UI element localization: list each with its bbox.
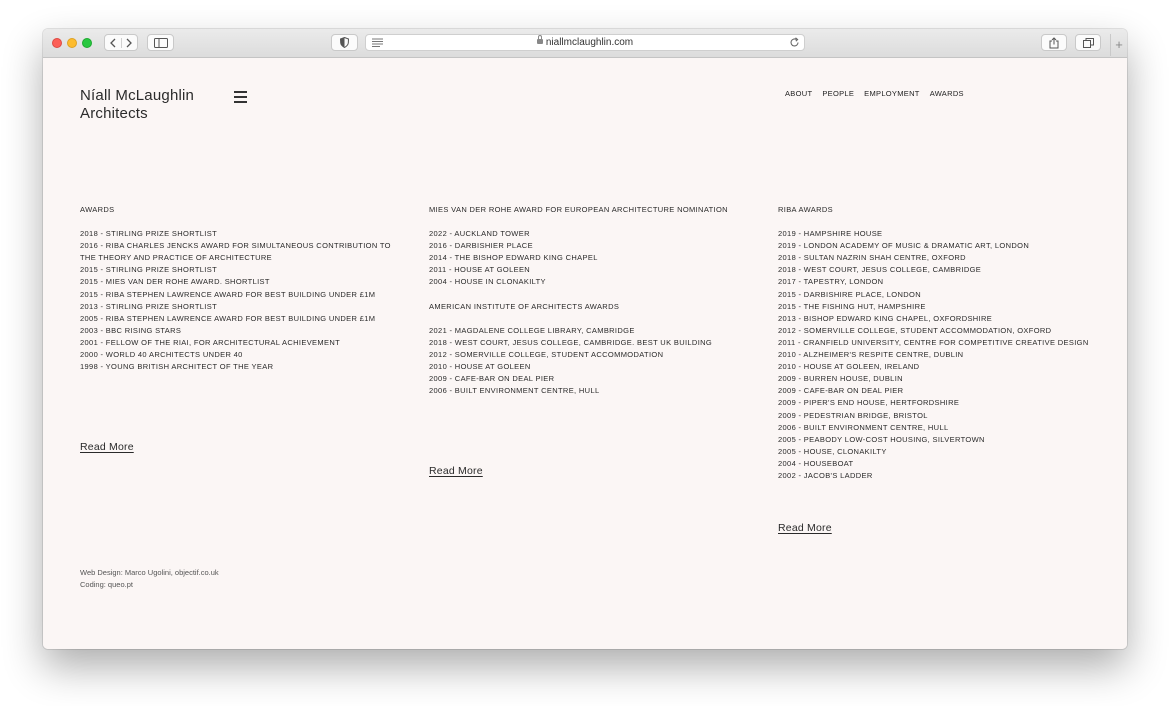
award-item: 2005 - RIBA STEPHEN LAWRENCE AWARD FOR BEST BUILDING UNDER £1M <box>80 313 376 323</box>
nav-about[interactable]: ABOUT <box>785 89 813 98</box>
section-heading: MIES VAN DER ROHE AWARD FOR EUROPEAN ARCHITECTURE NOMINATION <box>429 205 728 214</box>
award-item: 2002 - JACOB'S LADDER <box>778 470 873 480</box>
award-item: 2011 - CRANFIELD UNIVERSITY, CENTRE FOR COMPETITIVE CREATIVE DESIGN <box>778 337 1089 347</box>
menu-icon[interactable] <box>234 91 247 102</box>
award-item: 2000 - WORLD 40 ARCHITECTS UNDER 40 <box>80 350 243 360</box>
award-item: 2015 - RIBA STEPHEN LAWRENCE AWARD FOR BEST BUILDING UNDER £1M <box>80 289 376 299</box>
tabs-overview-button[interactable] <box>1075 34 1101 51</box>
privacy-shield-button[interactable] <box>331 34 358 51</box>
award-item: 2009 - PEDESTRIAN BRIDGE, BRISTOL <box>778 410 928 420</box>
award-item: 2010 - ALZHEIMER'S RESPITE CENTRE, DUBLIN <box>778 350 964 360</box>
section-heading: AWARDS <box>80 205 115 214</box>
award-item: 2019 - LONDON ACADEMY OF MUSIC & DRAMATIC ART, LONDON <box>778 241 1030 251</box>
share-icon <box>1049 37 1059 49</box>
mies-aia-column <box>429 204 728 397</box>
award-item: 2014 - THE BISHOP EDWARD KING CHAPEL <box>429 253 598 263</box>
award-item: 2009 - BURREN HOUSE, DUBLIN <box>778 374 903 384</box>
read-more-link-riba[interactable]: Read More <box>778 522 832 534</box>
minimize-window-button[interactable] <box>67 38 77 48</box>
read-more-link-mies-aia[interactable]: Read More <box>429 465 483 477</box>
award-item: 2005 - HOUSE, CLONAKILTY <box>778 446 887 456</box>
back-forward-group <box>104 34 138 51</box>
lock-icon <box>537 39 543 44</box>
url-label: niallmclaughlin.com <box>545 37 634 48</box>
award-item: 2018 - WEST COURT, JESUS COLLEGE, CAMBRIDGE <box>778 265 982 275</box>
award-item: 2015 - MIES VAN DER ROHE AWARD. SHORTLIST <box>80 277 270 287</box>
award-item: 2015 - STIRLING PRIZE SHORTLIST <box>80 265 217 275</box>
award-item: 2017 - TAPESTRY, LONDON <box>778 277 884 287</box>
riba-column <box>778 204 1089 482</box>
new-tab-button[interactable] <box>1110 34 1127 56</box>
award-item: 2001 - FELLOW OF THE RIAI, FOR ARCHITECTURAL ACHIEVEMENT <box>80 337 341 347</box>
award-item: 2018 - STIRLING PRIZE SHORTLIST <box>80 229 217 239</box>
chevron-left-icon <box>110 38 116 48</box>
award-item: 2010 - HOUSE AT GOLEEN, IRELAND <box>778 362 920 372</box>
award-item: 2013 - BISHOP EDWARD KING CHAPEL, OXFORDSHIRE <box>778 313 993 323</box>
award-item: 2003 - BBC RISING STARS <box>80 325 182 335</box>
award-item: 2016 - RIBA CHARLES JENCKS AWARD FOR SIMULTANEOUS CONTRIBUTION TO <box>80 241 391 251</box>
award-item: 2011 - HOUSE AT GOLEEN <box>429 265 531 275</box>
footer-web-design: Web Design: Marco Ugolini, objectif.co.uk <box>80 568 219 577</box>
award-item: 2019 - HAMPSHIRE HOUSE <box>778 229 883 239</box>
award-item: 2015 - DARBISHIRE PLACE, LONDON <box>778 289 921 299</box>
award-item: 2010 - HOUSE AT GOLEEN <box>429 361 531 371</box>
footer-coding: Coding: queo.pt <box>80 580 133 589</box>
close-window-button[interactable] <box>52 38 62 48</box>
award-item: 2021 - MAGDALENE COLLEGE LIBRARY, CAMBRIDGE <box>429 325 635 335</box>
award-item: 2004 - HOUSE IN CLONAKILTY <box>429 277 546 287</box>
sidebar-icon <box>154 38 168 48</box>
section-heading: AMERICAN INSTITUTE OF ARCHITECTS AWARDS <box>429 301 620 311</box>
browser-window <box>43 29 1127 649</box>
address-bar[interactable] <box>365 34 805 51</box>
nav-people[interactable]: PEOPLE <box>822 89 855 98</box>
logo-line-1: Níall McLaughlin <box>80 87 195 104</box>
share-button[interactable] <box>1041 34 1067 51</box>
award-item: 2009 - CAFE-BAR ON DEAL PIER <box>778 386 904 396</box>
back-button[interactable] <box>105 38 122 48</box>
reload-icon[interactable] <box>789 37 800 48</box>
chevron-right-icon <box>126 38 132 48</box>
award-item: 2013 - STIRLING PRIZE SHORTLIST <box>80 301 217 311</box>
award-item: 1998 - YOUNG BRITISH ARCHITECT OF THE YEAR <box>80 362 274 372</box>
logo-line-2: Architects <box>80 105 148 122</box>
top-nav <box>785 89 964 98</box>
award-item: 2012 - SOMERVILLE COLLEGE, STUDENT ACCOMMODATION <box>429 349 664 359</box>
plus-icon: + <box>1115 37 1123 52</box>
award-item: 2015 - THE FISHING HUT, HAMPSHIRE <box>778 301 926 311</box>
zoom-window-button[interactable] <box>82 38 92 48</box>
awards-column <box>80 204 391 373</box>
shield-icon <box>340 37 349 48</box>
award-item: 2005 - PEABODY LOW-COST HOUSING, SILVERTOWN <box>778 434 985 444</box>
award-item: 2016 - DARBISHIER PLACE <box>429 241 533 251</box>
footer-credits <box>80 567 219 591</box>
forward-button[interactable] <box>122 38 138 48</box>
browser-toolbar <box>43 29 1127 58</box>
nav-awards[interactable]: AWARDS <box>929 89 964 98</box>
read-more-link-awards[interactable]: Read More <box>80 441 134 453</box>
award-item: 2006 - BUILT ENVIRONMENT CENTRE, HULL <box>429 386 600 396</box>
web-page <box>43 58 1127 649</box>
award-item: 2022 - AUCKLAND TOWER <box>429 229 530 239</box>
award-item: 2004 - HOUSEBOAT <box>778 458 854 468</box>
section-heading: RIBA AWARDS <box>778 205 833 214</box>
tabs-icon <box>1083 38 1094 48</box>
award-item: 2018 - WEST COURT, JESUS COLLEGE, CAMBRIDGE. BEST UK BUILDING <box>429 337 713 347</box>
award-item: 2009 - PIPER'S END HOUSE, HERTFORDSHIRE <box>778 398 960 408</box>
url-text <box>366 35 804 50</box>
award-item: 2009 - CAFE-BAR ON DEAL PIER <box>429 374 555 384</box>
site-logo[interactable] <box>80 87 194 123</box>
sidebar-toggle-button[interactable] <box>147 34 174 51</box>
award-item: 2012 - SOMERVILLE COLLEGE, STUDENT ACCOMMODATION, OXFORD <box>778 325 1052 335</box>
award-item: 2006 - BUILT ENVIRONMENT CENTRE, HULL <box>778 422 949 432</box>
section-gap <box>429 289 728 301</box>
award-item: THE THEORY AND PRACTICE OF ARCHITECTURE <box>80 253 273 263</box>
nav-employment[interactable]: EMPLOYMENT <box>864 89 920 98</box>
award-item: 2018 - SULTAN NAZRIN SHAH CENTRE, OXFORD <box>778 253 966 263</box>
